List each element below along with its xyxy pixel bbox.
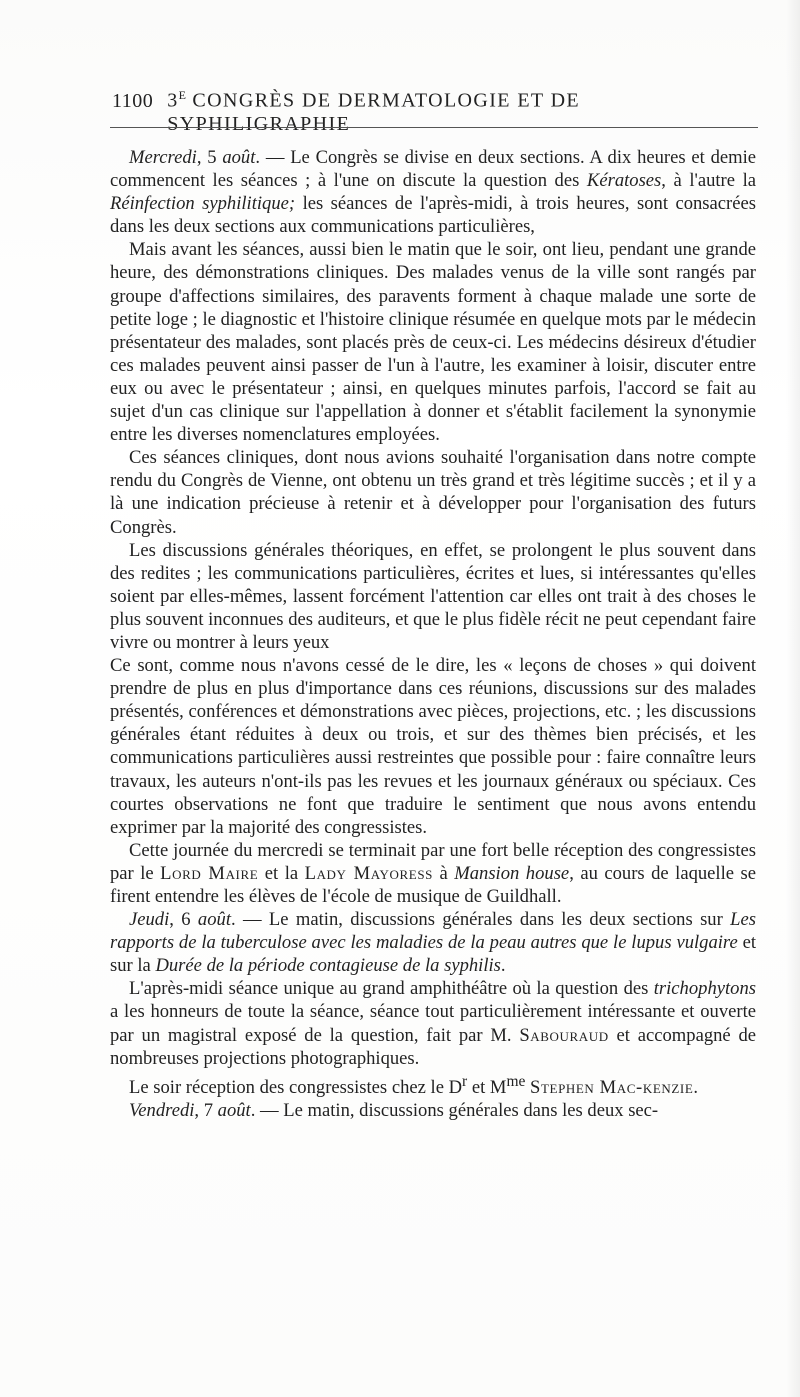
paragraph (110, 238, 756, 446)
text-run: Ces séances cliniques, dont nous avions souhaité l'organisation dans notre compte rendu du Congrès de Vienne, ont obtenu un très grand et très légitime succès ; et il y a là une indication précieuse à retenir et à développer pour l'organisation des futurs Congrès. (110, 447, 756, 538)
small-caps-run: Lord Maire (160, 862, 259, 884)
paragraph (110, 1099, 756, 1122)
text-run: et accompagné de nombreuses projections photographiques. (110, 1024, 757, 1069)
text-run: . (693, 1076, 699, 1098)
running-header (112, 88, 757, 136)
paragraph (110, 654, 756, 839)
italic-run: Durée de la période contagieuse de la syphilis (155, 955, 501, 977)
italic-run: Kératoses (586, 170, 662, 192)
paragraph (110, 446, 756, 538)
text-run: Ce sont, comme nous n'avons cessé de le dire, les « leçons de choses » qui doivent prendre de plus en plus d'importance dans ces réunions, discussions sur des malades présentés, conférences et démonstrations avec pièces, projections, etc. ; les discussions générales étant réduites à deux ou trois, et sur des thèmes bien précisés, et les communications particulières aussi restreintes que possible pour : faire connaître leurs travaux, les auteurs n'ont-ils pas les revues et les journaux généraux ou spéciaux. Ces courtes observations ne font que traduire le sentiment que nous avons entendu exprimer par la majorité des congressistes. (110, 655, 756, 838)
congress-title: CONGRÈS DE DERMATOLOGIE ET DE SYPHILIGRAPHIE (167, 89, 581, 135)
italic-run: août (217, 1100, 251, 1122)
italic-run: Jeudi (129, 909, 170, 931)
body-text (110, 146, 756, 1122)
text-run: à (433, 862, 455, 884)
text-run: a les honneurs de toute la séance, séance tout particulièrement intéressante et ouverte par un magistral exposé de la question, fait par M. (110, 1001, 756, 1046)
text-run: . — Le Congrès se divise en deux sections. A dix heures et demie commencent les séances ; à l'une on discute la question des (110, 147, 756, 192)
congress-ordinal: 3 (167, 89, 179, 112)
text-run: . — Le matin, discussions générales dans les deux sec- (250, 1100, 659, 1122)
text-run: Cette journée du mercredi se terminait par une fort belle réception des congressistes par le (110, 839, 756, 884)
paragraph (110, 1070, 756, 1099)
text-run: et sur la (110, 932, 756, 977)
small-caps-run: Stephen Mac-kenzie (530, 1076, 694, 1098)
italic-run: août (222, 147, 256, 168)
italic-run: Les rapports de la tuberculose avec les maladies de la peau autres que le lupus vulgaire (110, 909, 756, 954)
paragraph (110, 839, 756, 908)
italic-run: Mercredi (129, 147, 197, 168)
paragraph (110, 977, 756, 1069)
text-run: . (500, 955, 506, 977)
small-caps-run: Lady Mayoress (304, 862, 433, 884)
italic-run: Réinfection syphilitique; (110, 193, 296, 215)
text-run: . — Le matin, discussions générales dans les deux sections sur (230, 909, 731, 931)
text-run: Les discussions générales théoriques, en effet, se prolongent le plus souvent dans des redites ; les communications particulières, écrites et lues, si intéressantes qu'elles soient par elles-mêmes, lassent forcément l'attention car elles ont trait à des choses le plus souvent inconnues des auditeurs, et que le plus fidèle récit ne peut cependant faire vivre ou montrer à leurs yeux (110, 539, 756, 653)
text-run: et M (467, 1076, 507, 1098)
text-run: , à l'autre la (661, 170, 756, 192)
text-run: , 7 (194, 1100, 218, 1122)
text-run: les séances de l'après-midi, à trois heures, sont consacrées dans les deux sections aux communications particulières, (110, 193, 756, 238)
paragraph (110, 908, 756, 977)
paragraph (110, 146, 756, 238)
superscript-run: me (506, 1072, 526, 1090)
text-run: L'après-midi séance unique au grand amphithéâtre où la question des (129, 978, 654, 1000)
page-number: 1100 (112, 89, 154, 112)
text-run: , au cours de laquelle se firent entendre les élèves de l'école de musique de Guildhall. (110, 862, 756, 907)
italic-run: août (197, 909, 231, 931)
text-run: Mais avant les séances, aussi bien le matin que le soir, ont lieu, pendant une grande heure, des démonstrations cliniques. Des malades venus de la ville sont rangés par groupe d'affections similaires, des paravents forment à chaque malade une sorte de petite loge ; le diagnostic et l'histoire clinique résumée en quelque mots par le médecin présentateur des malades, sont placés près de ceux-ci. Les médecins désireux d'étudier ces malades peuvent ainsi passer de l'un à l'autre, les examiner à loisir, discuter entre eux ou avec le présentateur ; ainsi, en quelques minutes parfois, l'accord se fait au sujet d'un cas clinique sur l'appellation à donner et s'établit facilement la synonymie entre les diverses nomenclatures employées. (110, 239, 756, 446)
superscript-run: r (462, 1072, 468, 1090)
small-caps-run: Sabouraud (519, 1024, 609, 1046)
italic-run: trichophytons (653, 978, 756, 1000)
text-run: et la (258, 862, 305, 884)
ordinal-suffix: E (178, 88, 187, 102)
running-title (167, 88, 757, 136)
text-run: Le soir réception des congressistes chez le D (129, 1076, 463, 1098)
page-edge-shadow (786, 0, 800, 1397)
paragraph (110, 539, 756, 654)
italic-run: Mansion house (454, 862, 570, 884)
text-run: , 5 (196, 147, 223, 168)
text-run: , 6 (169, 909, 198, 931)
italic-run: Vendredi (129, 1100, 195, 1122)
header-rule (110, 127, 758, 128)
